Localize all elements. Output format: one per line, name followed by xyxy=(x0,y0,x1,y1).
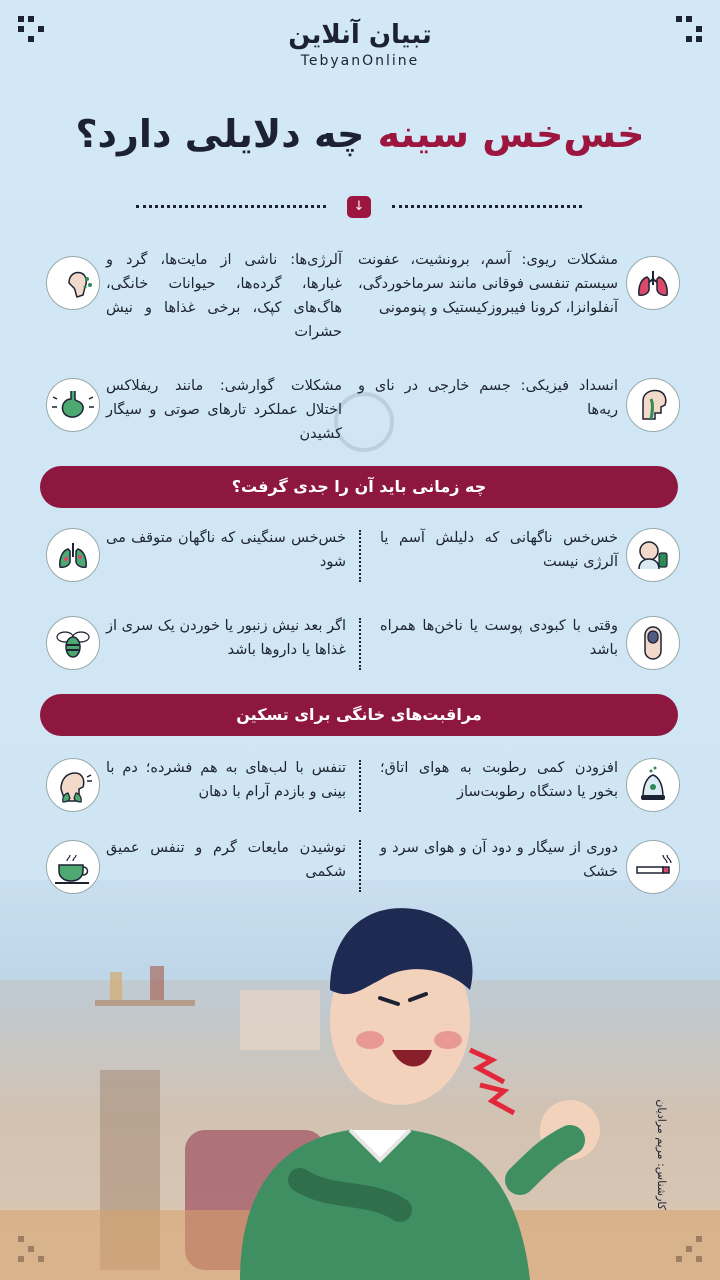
stomach-icon xyxy=(46,378,100,432)
breathing-icon xyxy=(46,758,100,812)
brand-logo xyxy=(0,18,720,70)
cause-item: انسداد فیزیکی: جسم خارجی در نای و ریه‌ها xyxy=(358,378,618,418)
care-item: دوری از سیگار و دود آن و هوای سرد و خشک xyxy=(380,840,618,880)
lungs-virus-icon xyxy=(46,528,100,582)
page-title xyxy=(0,108,720,160)
inhaler-icon xyxy=(626,528,680,582)
humidifier-icon xyxy=(626,758,680,812)
when-item: اگر بعد نیش زنبور یا خوردن یک سری از غذاها یا داروها باشد xyxy=(106,618,346,658)
dotted-line xyxy=(392,205,582,208)
dotted-line xyxy=(136,205,326,208)
section-banner: چه زمانی باید آن را جدی گرفت؟ xyxy=(40,466,678,508)
section-banner: مراقبت‌های خانگی برای تسکین xyxy=(40,694,678,736)
cause-item: آلرژی‌ها: ناشی از مایت‌ها، گرد و غبارها، گرده‌ها، حیوانات خانگی، هاگ‌های کپک، برخی غذاها و نیش حشرات xyxy=(106,252,342,340)
dotted-separator xyxy=(359,530,361,582)
brand-name-en: TebyanOnline xyxy=(300,53,420,69)
brand-name-fa: تبیان آنلاین xyxy=(288,20,432,50)
nail-icon xyxy=(626,616,680,670)
when-item: خس‌خس سنگینی که ناگهان متوقف می شود xyxy=(106,530,346,570)
bee-icon xyxy=(46,616,100,670)
dotted-separator xyxy=(359,760,361,812)
when-item: وقتی با کبودی پوست یا ناخن‌ها همراه باشد xyxy=(380,618,618,658)
care-item: تنفس با لب‌های به هم فشرده؛ دم با بینی و بازدم آرام با دهان xyxy=(106,760,346,800)
credit-text: کارشناس: مریم مرادیان xyxy=(655,1099,668,1210)
care-item: نوشیدن مایعات گرم و تنفس عمیق شکمی xyxy=(106,840,346,880)
lungs-icon xyxy=(626,256,680,310)
cause-item: مشکلات گوارشی: مانند ریفلاکس اختلال عملکرد تارهای صوتی و سیگار کشیدن xyxy=(106,378,342,442)
arrow-down-icon: ↓ xyxy=(347,196,371,218)
title-divider xyxy=(136,196,584,218)
airway-icon xyxy=(626,378,680,432)
care-item: افزودن کمی رطوبت به هوای اتاق؛ بخور یا دستگاه رطوبت‌ساز xyxy=(380,760,618,800)
cause-item: مشکلات ریوی: آسم، برونشیت، عفونت سیستم تنفسی فوقانی مانند سرماخوردگی، آنفلوانزا، کرونا فیبروزکیستیک و پنومونی xyxy=(358,252,618,316)
title-highlight: خس‌خس سینه xyxy=(377,112,645,156)
dotted-separator xyxy=(359,618,361,670)
when-item: خس‌خس ناگهانی که دلیلش آسم یا آلرژی نیست xyxy=(380,530,618,570)
title-rest: چه دلایلی دارد؟ xyxy=(75,112,365,156)
coughing-man-illustration xyxy=(0,880,720,1280)
sneezing-face-icon xyxy=(46,256,100,310)
